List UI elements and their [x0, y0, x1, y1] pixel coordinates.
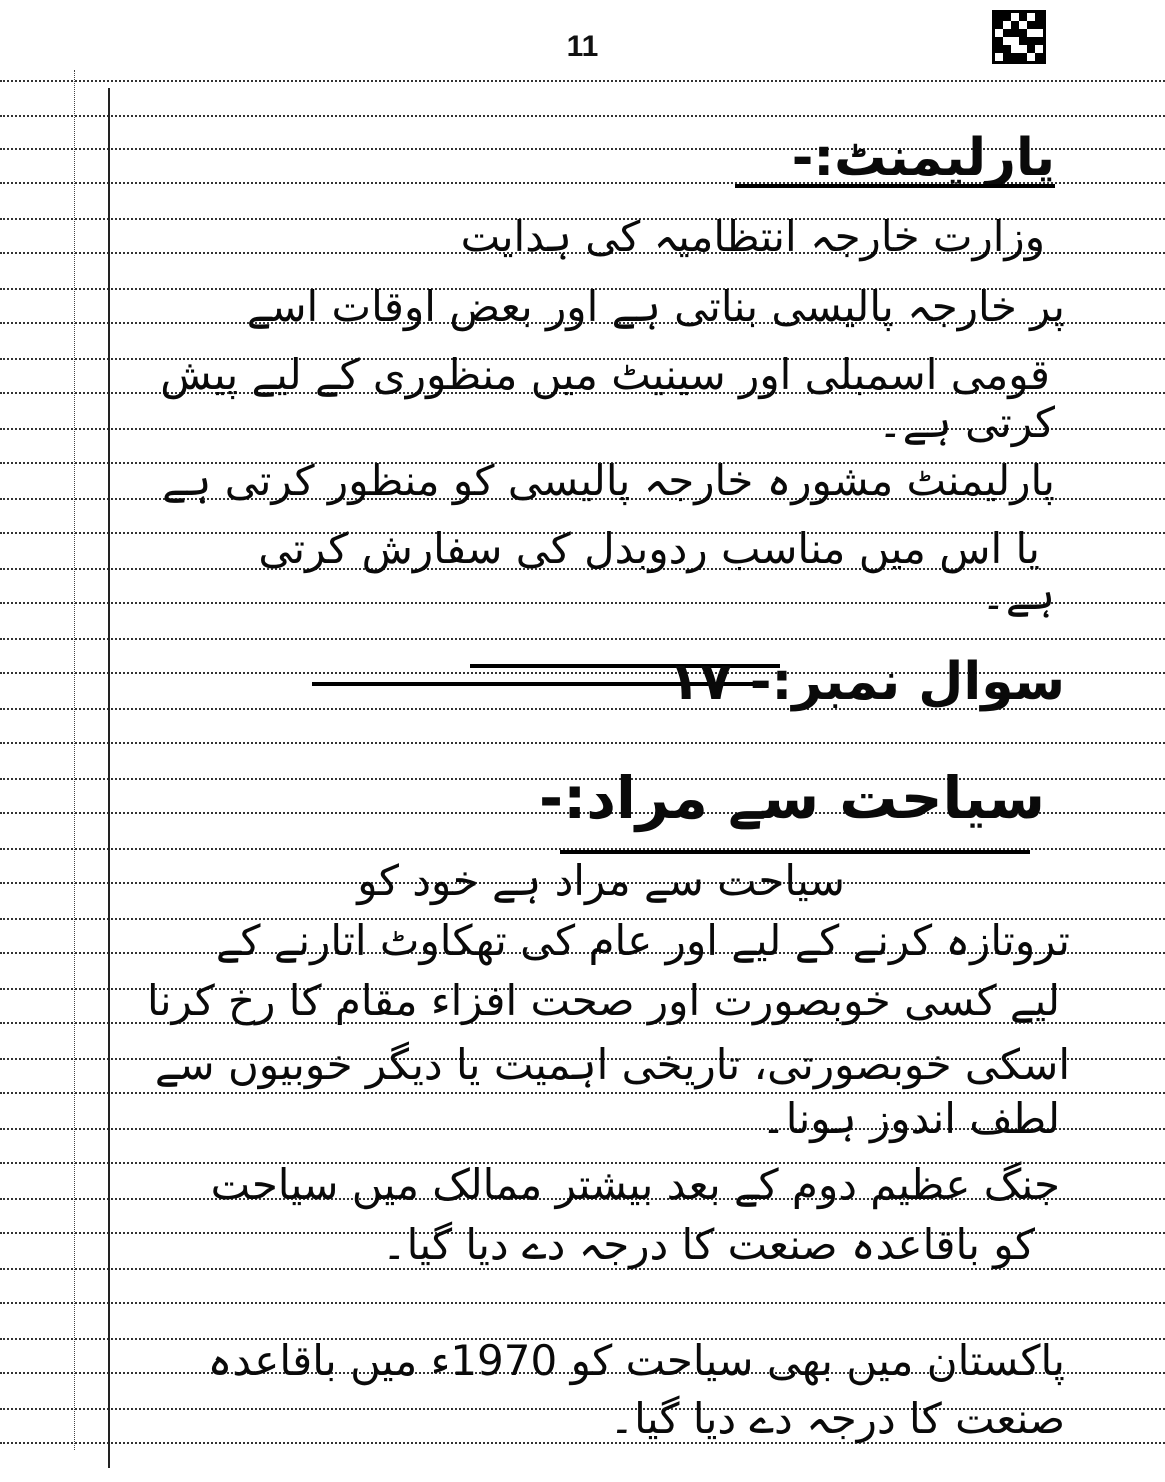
heading-underline	[735, 184, 1055, 188]
text-line: صنعت کا درجہ دے دیا گیا۔	[609, 1394, 1065, 1443]
ruled-line	[0, 638, 1165, 640]
margin-line	[108, 88, 110, 1468]
question-number: سوال نمبر:- ۱۷	[668, 652, 1065, 712]
text-line: کو باقاعدہ صنعت کا درجہ دے دیا گیا۔	[382, 1220, 1035, 1269]
ruled-line	[0, 115, 1165, 117]
ruled-line	[0, 80, 1165, 82]
ruled-line	[0, 742, 1165, 744]
ruled-line	[0, 1302, 1165, 1304]
section-heading-tourism: سیاحت سے مراد:-	[539, 764, 1045, 832]
text-line: اسکی خوبصورتی، تاریخی اہمیت یا دیگر خوبیوں سے	[154, 1040, 1070, 1089]
heading-underline	[560, 850, 1030, 854]
text-line: جنگ عظیم دوم کے بعد بیشتر ممالک میں سیاحت	[210, 1160, 1060, 1209]
section-heading-parliament: پارلیمنٹ:-	[791, 128, 1055, 188]
margin-line-dotted	[74, 70, 75, 1450]
text-line: لیے کسی خوبصورت اور صحت افزاء مقام کا رخ کرنا	[147, 976, 1060, 1025]
text-line: وزارت خارجہ انتظامیہ کی ہدایت	[460, 212, 1045, 261]
text-line: ہے۔	[981, 570, 1055, 619]
text-line: لطف اندوز ہونا۔	[761, 1094, 1060, 1143]
text-line: پارلیمنٹ مشورہ خارجہ پالیسی کو منظور کرتی ہے	[162, 456, 1055, 505]
text-line: قومی اسمبلی اور سینیٹ میں منظوری کے لیے پیش	[160, 350, 1050, 399]
text-line: کرتی ہے۔	[877, 398, 1055, 447]
text-line: پاکستان میں بھی سیاحت کو 1970ء میں باقاعدہ	[207, 1336, 1065, 1385]
page-number: 11	[566, 30, 599, 63]
text-line: سیاحت سے مراد ہے خود کو	[357, 856, 845, 905]
qr-code-icon	[992, 10, 1046, 64]
text-line: پر خارجہ پالیسی بناتی ہے اور بعض اوقات اسے	[246, 282, 1065, 331]
text-line: یا اس میں مناسب ردوبدل کی سفارش کرتی	[258, 524, 1040, 573]
text-line: تروتازہ کرنے کے لیے اور عام کی تھکاوٹ اتارنے کے	[215, 916, 1070, 965]
